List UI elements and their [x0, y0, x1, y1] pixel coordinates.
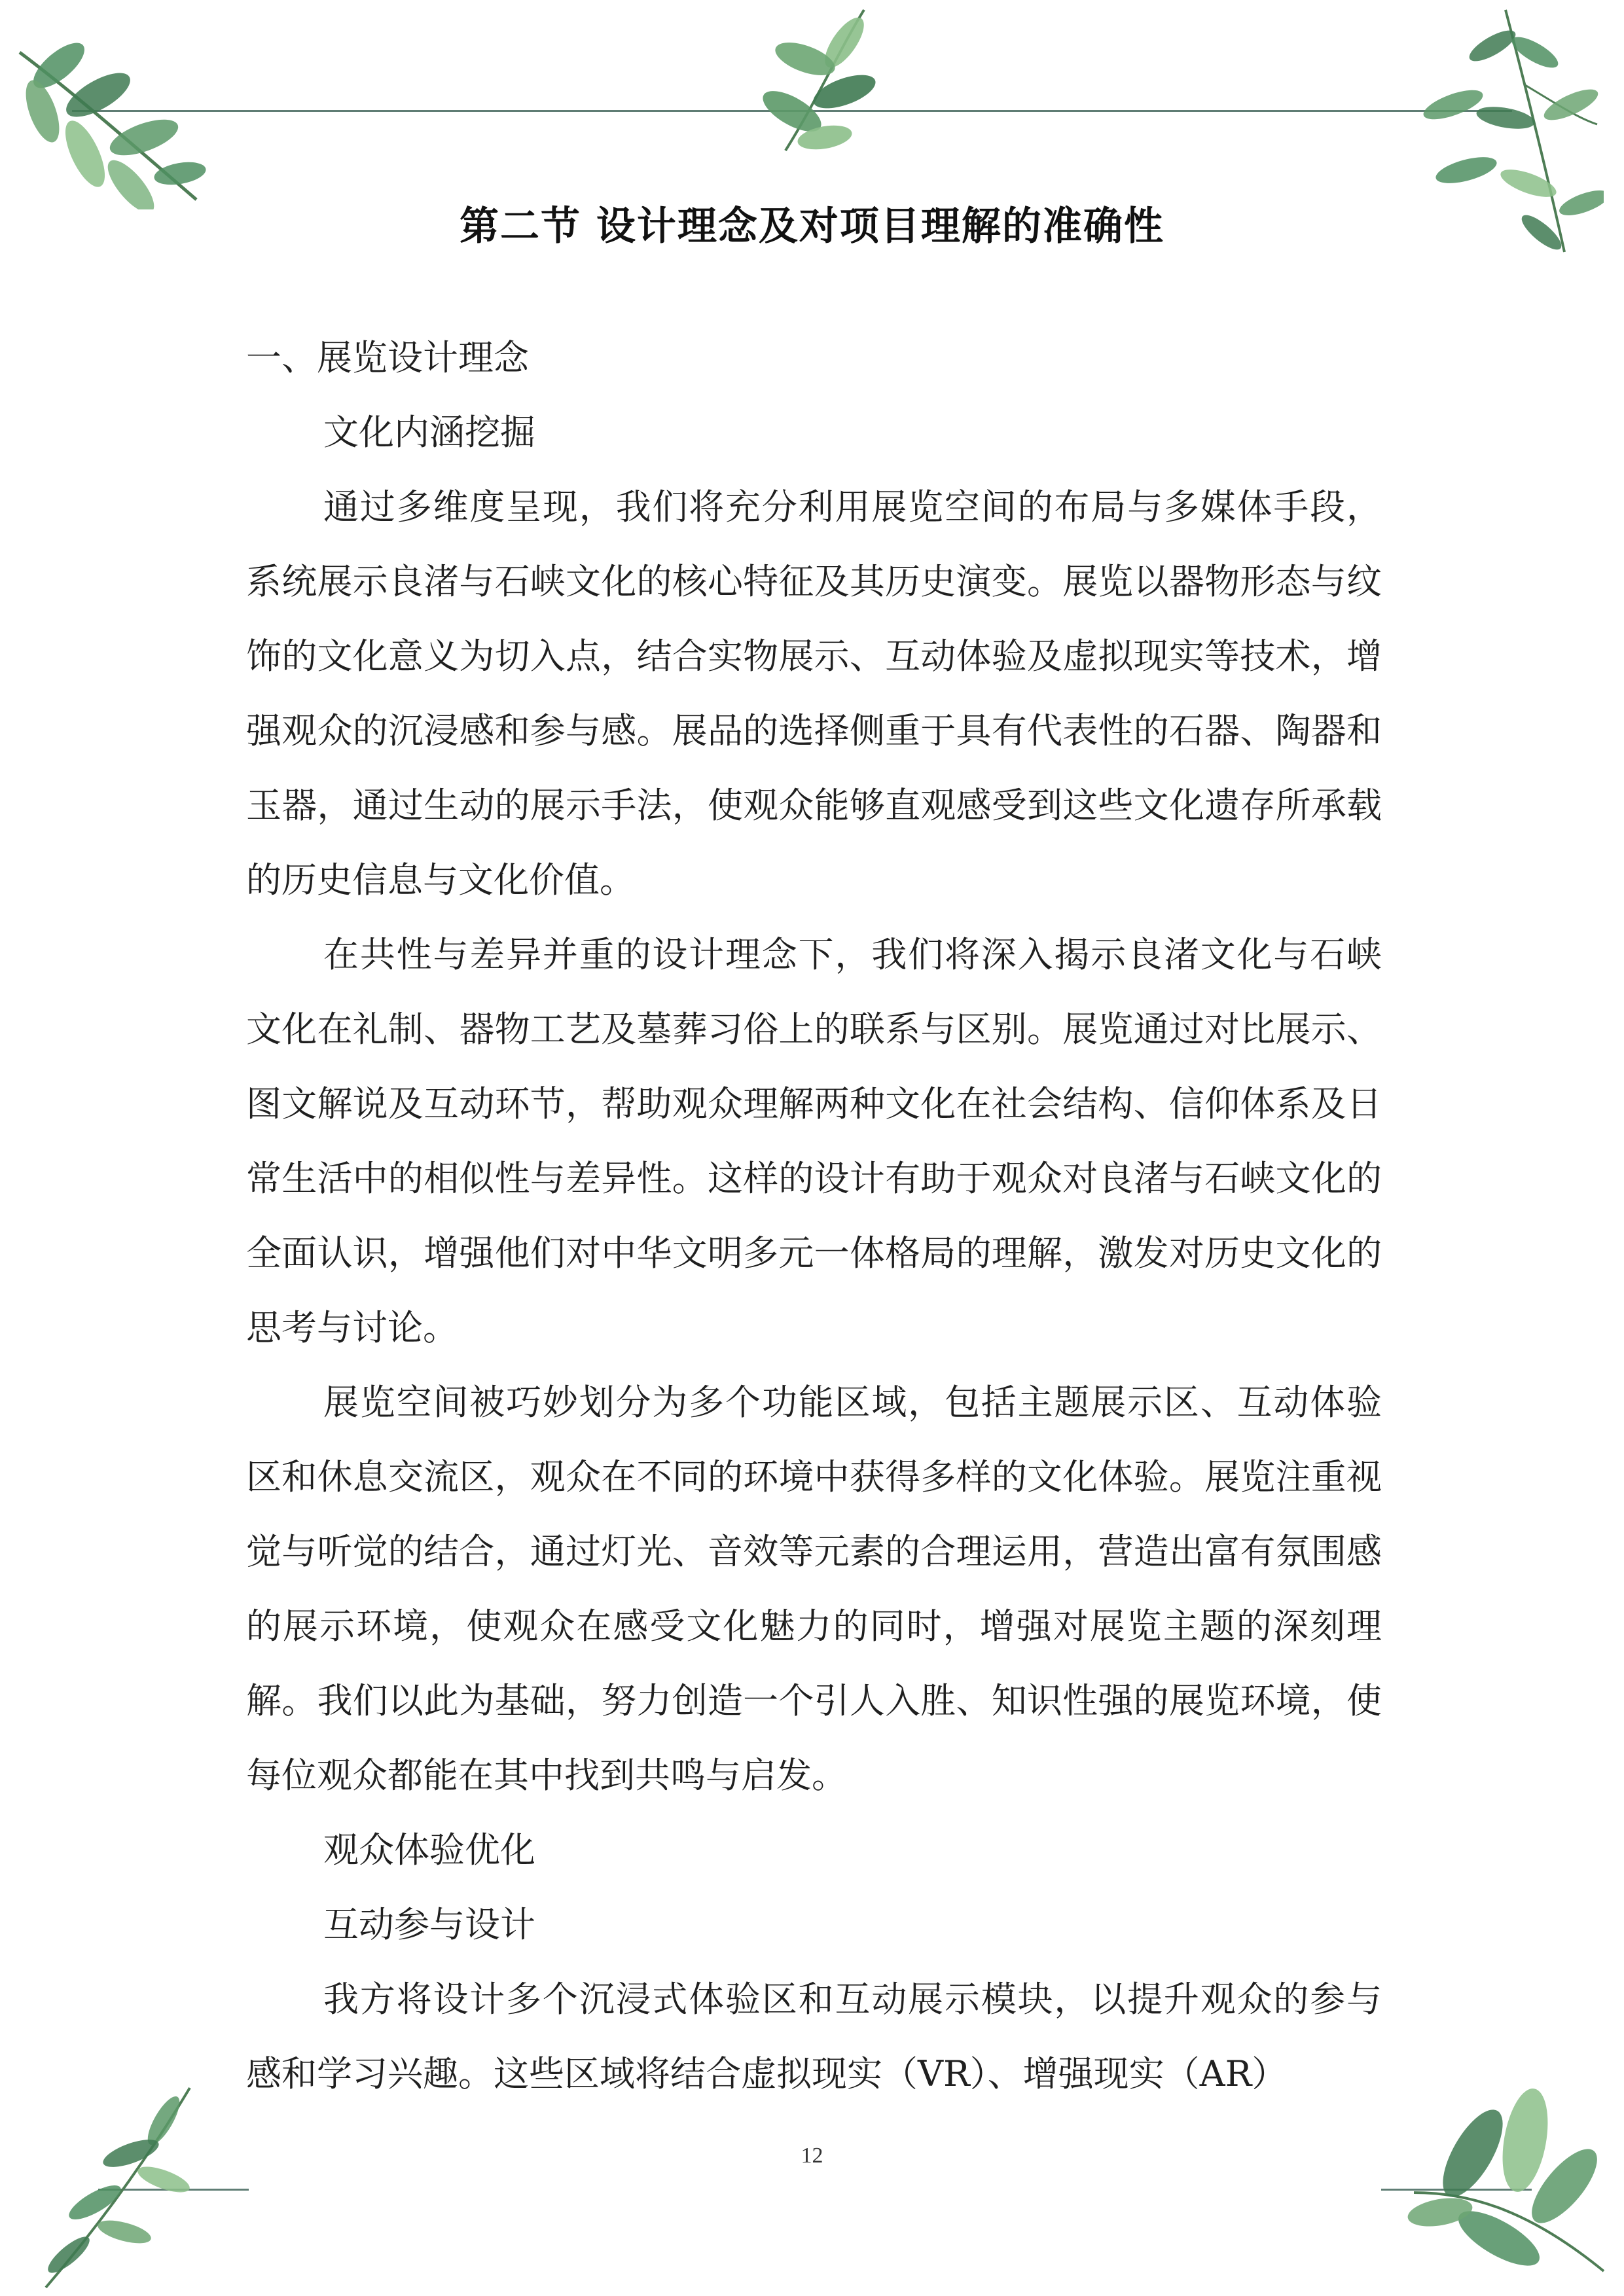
section-heading: 一、展览设计理念 [246, 337, 529, 378]
bottom-left-leaf-icon [33, 2081, 203, 2291]
paragraph: 展览空间被巧妙划分为多个功能区域，包括主题展示区、互动体验区和休息交流区，观众在不同的环境中获得多样的文化体验。展览注重视觉与听觉的结合，通过灯光、音效等元素的合理运用，营造出富有氛围感的展示环境，使观众在感受文化魅力的同时，增强对展览主题的深刻理解。我们以此为基础，努力创造一个引人入胜、知识性强的展览环境，使每位观众都能在其中找到共鸣与启发。 [246, 1382, 1382, 1796]
page-number: 12 [801, 2144, 823, 2168]
paragraph: 通过多维度呈现，我们将充分利用展览空间的布局与多媒体手段，系统展示良渚与石峡文化的核心特征及其历史演变。展览以器物形态与纹饰的文化意义为切入点，结合实物展示、互动体验及虚拟现实等技术，增强观众的沉浸感和参与感。展品的选择侧重于具有代表性的石器、陶器和玉器，通过生动的展示手法，使观众能够直观感受到这些文化遗存所承载的历史信息与文化价值。 [246, 486, 1382, 901]
subheading-culture: 文化内涵挖掘 [323, 412, 535, 453]
top-left-leaf-icon [13, 39, 209, 209]
bottom-right-leaf-icon [1401, 2081, 1610, 2284]
paragraph: 我方将设计多个沉浸式体验区和互动展示模块，以提升观众的参与感和学习兴趣。这些区域将结合虚拟现实（VR）、增强现实（AR） [246, 1979, 1382, 2094]
page-title: 第二节 设计理念及对项目理解的准确性 [460, 204, 1164, 249]
subheading-interaction: 互动参与设计 [323, 1904, 535, 1945]
top-center-leaf-icon [746, 7, 877, 157]
paragraph: 在共性与差异并重的设计理念下，我们将深入揭示良渚文化与石峡文化在礼制、器物工艺及墓葬习俗上的联系与区别。展览通过对比展示、图文解说及互动环节，帮助观众理解两种文化在社会结构、信仰体系及日常生活中的相似性与差异性。这样的设计有助于观众对良渚与石峡文化的全面认识，增强他们对中华文明多元一体格局的理解，激发对历史文化的思考与讨论。 [246, 934, 1382, 1348]
subheading-audience: 观众体验优化 [323, 1829, 535, 1871]
body-text [246, 321, 1382, 2111]
